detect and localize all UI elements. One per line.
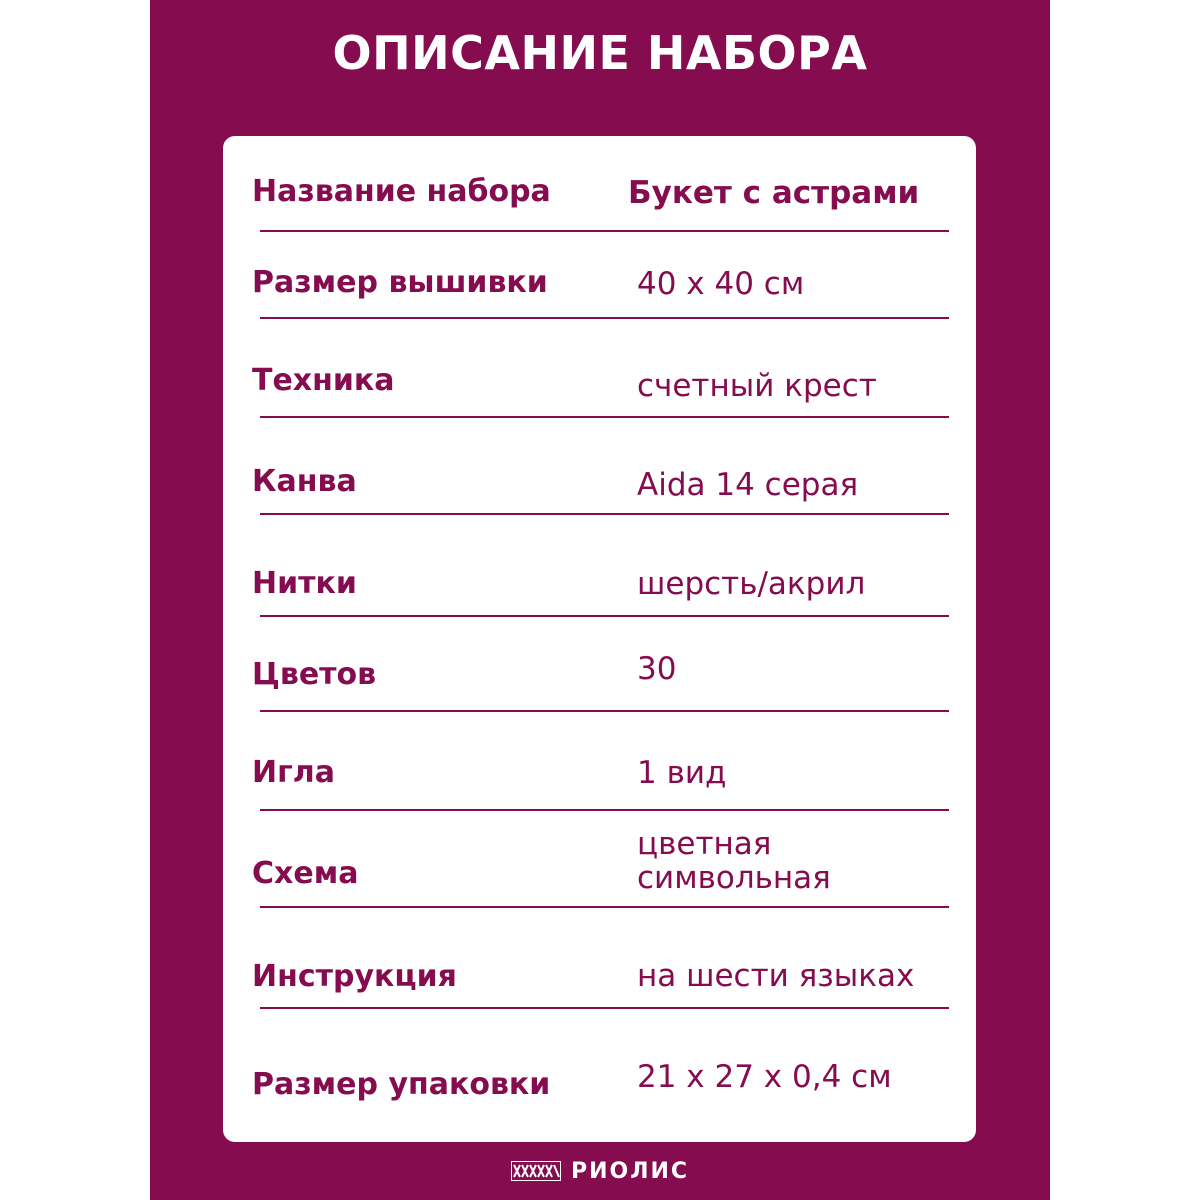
- spec-value: 21 х 27 х 0,4 см: [637, 1059, 892, 1095]
- spec-value: Aida 14 серая: [637, 467, 859, 503]
- row-divider: [260, 513, 949, 515]
- spec-value: цветная символьная: [637, 826, 831, 896]
- row-divider: [260, 906, 949, 908]
- brand-name: РИОЛИС: [570, 1158, 690, 1184]
- spec-label: Размер вышивки: [252, 265, 548, 300]
- row-divider: [260, 1007, 949, 1009]
- riolis-logo-icon: [511, 1161, 561, 1181]
- spec-label: Цветов: [252, 657, 377, 692]
- spec-value: 1 вид: [637, 755, 727, 791]
- row-divider: [260, 416, 949, 418]
- spec-label: Игла: [252, 755, 335, 790]
- brand-footer: [150, 1156, 1050, 1186]
- row-divider: [260, 317, 949, 319]
- page-title: ОПИСАНИЕ НАБОРА: [332, 26, 868, 80]
- spec-value: шерсть/акрил: [637, 566, 866, 602]
- spec-card: [223, 136, 976, 1142]
- spec-label: Нитки: [252, 566, 357, 601]
- spec-label: Техника: [252, 363, 395, 398]
- info-panel: [150, 0, 1050, 1200]
- spec-label: Инструкция: [252, 959, 457, 994]
- spec-label: Размер упаковки: [252, 1067, 551, 1102]
- spec-value: Букет с астрами: [628, 175, 920, 211]
- spec-label: Название набора: [252, 174, 551, 209]
- spec-value: 40 х 40 см: [637, 266, 805, 302]
- row-divider: [260, 710, 949, 712]
- spec-value: 30: [637, 651, 677, 687]
- row-divider: [260, 809, 949, 811]
- row-divider: [260, 230, 949, 232]
- spec-value: счетный крест: [637, 368, 877, 404]
- spec-value: на шести языках: [637, 958, 915, 994]
- spec-label: Канва: [252, 464, 357, 499]
- row-divider: [260, 615, 949, 617]
- spec-label: Схема: [252, 856, 359, 891]
